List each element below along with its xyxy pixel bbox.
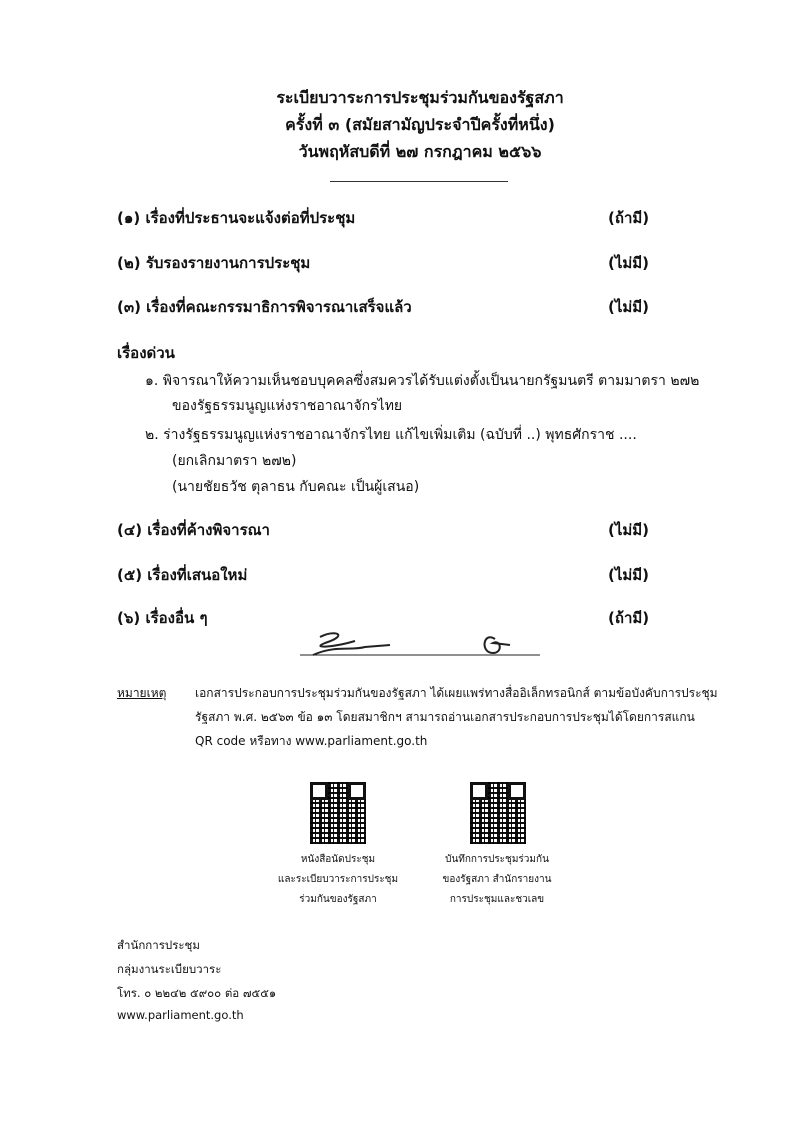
note-line-2: รัฐสภา พ.ศ. ๒๕๖๓ ข้อ ๑๓ โดยสมาชิกฯ สามารถอ่านเอกสารประกอบการประชุมได้โดยการสแกน bbox=[195, 710, 695, 724]
note-line-3: QR code หรือทาง www.parliament.go.th bbox=[195, 734, 428, 748]
urgent-item-2-line-2: (ยกเลิกมาตรา ๒๗๒) bbox=[172, 453, 297, 469]
qr-code-minutes[interactable] bbox=[470, 782, 526, 844]
qr-caption-2-line-1: บันทึกการประชุมร่วมกัน bbox=[445, 854, 549, 865]
qr-caption-1-line-3: ร่วมกันของรัฐสภา bbox=[299, 894, 377, 905]
agenda-status-4: (ไม่มี) bbox=[608, 521, 650, 539]
urgent-item-2-line-3: (นายชัยธวัช ตุลาธน กับคณะ เป็นผู้เสนอ) bbox=[172, 479, 420, 495]
urgent-item-1-line-1: ๑. พิจารณาให้ความเห็นชอบบุคคลซึ่งสมควรได้รับแต่งตั้งเป็นนายกรัฐมนตรี ตามมาตรา ๒๗๒ bbox=[145, 373, 700, 389]
agenda-status-3: (ไม่มี) bbox=[608, 298, 650, 316]
agenda-status-6: (ถ้ามี) bbox=[608, 609, 650, 627]
urgent-heading: เรื่องด่วน bbox=[117, 344, 175, 362]
qr-code-agenda[interactable] bbox=[310, 782, 366, 844]
agenda-item-6: (๖) เรื่องอื่น ๆ bbox=[117, 609, 208, 627]
title-line-2: ครั้งที่ ๓ (สมัยสามัญประจำปีครั้งที่หนึ่ง) bbox=[285, 115, 555, 134]
footer-group: กลุ่มงานระเบียบวาระ bbox=[117, 962, 222, 976]
agenda-status-2: (ไม่มี) bbox=[608, 254, 650, 272]
qr-caption-2-line-3: การประชุมและชวเลข bbox=[449, 894, 545, 905]
agenda-status-1: (ถ้ามี) bbox=[608, 209, 650, 227]
title-line-3: วันพฤหัสบดีที่ ๒๗ กรกฎาคม ๒๕๖๖ bbox=[298, 142, 542, 161]
footer-phone: โทร. ๐ ๒๒๔๒ ๕๙๐๐ ต่อ ๗๕๕๑ bbox=[117, 986, 277, 1000]
qr-caption-1-line-2: และระเบียบวาระการประชุม bbox=[277, 874, 399, 885]
agenda-item-3: (๓) เรื่องที่คณะกรรมาธิการพิจารณาเสร็จแล้ว bbox=[117, 298, 412, 316]
agenda-status-5: (ไม่มี) bbox=[608, 566, 650, 584]
note-label: หมายเหตุ bbox=[117, 686, 167, 700]
title-divider bbox=[330, 181, 508, 182]
footer-office: สำนักการประชุม bbox=[117, 938, 200, 952]
agenda-item-1: (๑) เรื่องที่ประธานจะแจ้งต่อที่ประชุม bbox=[117, 209, 356, 227]
note-line-1: เอกสารประกอบการประชุมร่วมกันของรัฐสภา ได้เผยแพร่ทางสื่ออิเล็กทรอนิกส์ ตามข้อบังคับการประชุม bbox=[195, 686, 718, 700]
qr-caption-1-line-1: หนังสือนัดประชุม bbox=[300, 854, 376, 865]
agenda-item-2: (๒) รับรองรายงานการประชุม bbox=[117, 254, 311, 272]
signature bbox=[295, 625, 545, 665]
urgent-item-2-line-1: ๒. ร่างรัฐธรรมนูญแห่งราชอาณาจักรไทย แก้ไขเพิ่มเติม (ฉบับที่ ..) พุทธศักราช .... bbox=[145, 427, 637, 443]
agenda-item-4: (๔) เรื่องที่ค้างพิจารณา bbox=[117, 521, 270, 539]
title-line-1: ระเบียบวาระการประชุมร่วมกันของรัฐสภา bbox=[276, 88, 564, 107]
qr-caption-2-line-2: ของรัฐสภา สำนักรายงาน bbox=[442, 874, 552, 885]
footer-website[interactable]: www.parliament.go.th bbox=[117, 1008, 244, 1022]
urgent-item-1-line-2: ของรัฐธรรมนูญแห่งราชอาณาจักรไทย bbox=[172, 398, 403, 414]
agenda-item-5: (๕) เรื่องที่เสนอใหม่ bbox=[117, 566, 248, 584]
